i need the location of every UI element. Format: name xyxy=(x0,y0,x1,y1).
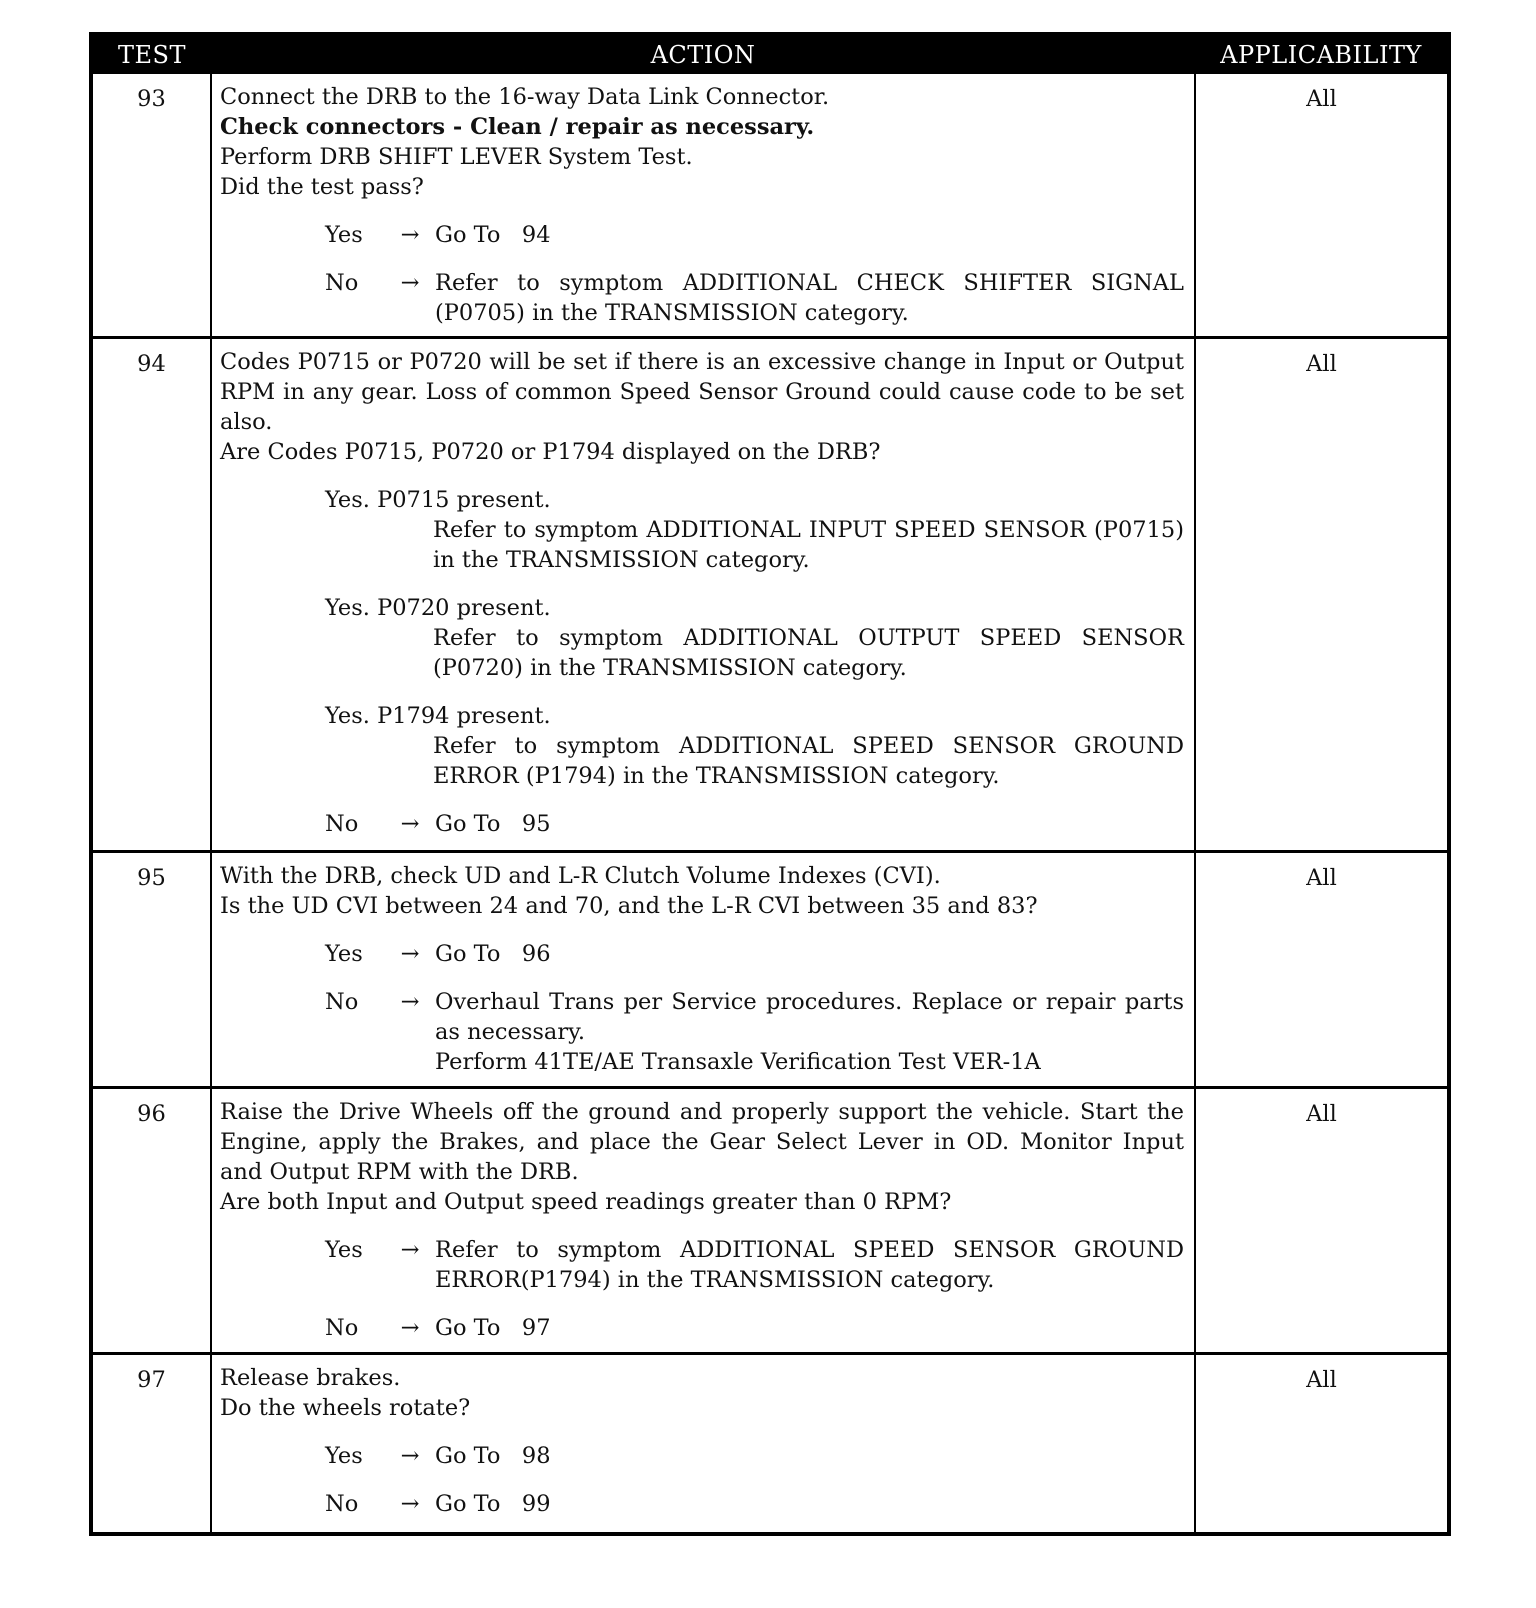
action-line: Are both Input and Output speed readings greater than 0 RPM? xyxy=(220,1189,952,1215)
table-row xyxy=(93,1354,1447,1532)
choice-answer: Yes. P0715 present. xyxy=(325,487,551,513)
arrow-icon: → xyxy=(400,222,420,248)
choice-answer: Yes xyxy=(325,941,363,967)
arrow-icon: → xyxy=(400,989,420,1015)
choice-no xyxy=(325,987,1184,1077)
choice-result: Refer to symptom ADDITIONAL CHECK SHIFTER SIGNAL (P0705) in the TRANSMISSION category. xyxy=(435,270,1184,326)
test-number: 95 xyxy=(93,852,211,1088)
header-applicability: APPLICABILITY xyxy=(1195,36,1447,74)
choice-result: Go To 99 xyxy=(435,1491,551,1517)
choice-result: Overhaul Trans per Service procedures. Replace or repair parts as necessary. xyxy=(435,989,1184,1045)
table-row xyxy=(93,338,1447,852)
action-line: Did the test pass? xyxy=(220,174,424,200)
choice-result-group xyxy=(435,987,1184,1077)
choice-result: Refer to symptom ADDITIONAL SPEED SENSOR GROUND ERROR(P1794) in the TRANSMISSION category. xyxy=(435,1237,1184,1293)
action-line-bold: Check connectors - Clean / repair as necessary. xyxy=(220,114,815,140)
table-row xyxy=(93,852,1447,1088)
table-row xyxy=(93,1088,1447,1354)
applicability-value: All xyxy=(1195,1354,1447,1532)
choice-no xyxy=(325,1489,1184,1519)
choice-result: Refer to symptom ADDITIONAL INPUT SPEED SENSOR (P0715) in the TRANSMISSION category. xyxy=(433,517,1184,573)
choice-result: Refer to symptom ADDITIONAL SPEED SENSOR GROUND ERROR (P1794) in the TRANSMISSION category. xyxy=(433,733,1184,789)
choice-result: Go To 98 xyxy=(435,1443,551,1469)
choice-result: Go To 94 xyxy=(435,222,551,248)
header-test: TEST xyxy=(93,36,211,74)
test-table xyxy=(93,36,1447,1532)
arrow-icon: → xyxy=(400,811,420,837)
action-cell xyxy=(211,1354,1195,1532)
choice-yes xyxy=(325,1441,1184,1471)
arrow-icon: → xyxy=(400,270,420,296)
choice-answer: Yes xyxy=(325,1443,363,1469)
applicability-value: All xyxy=(1195,338,1447,852)
action-line: Raise the Drive Wheels off the ground and properly support the vehicle. Start the Engine, apply the Brakes, and place the Gear Select Lever in OD. Monitor Input and Output RPM with the DRB. xyxy=(220,1099,1184,1185)
action-line: Are Codes P0715, P0720 or P1794 displayed on the DRB? xyxy=(220,439,881,465)
choice-result: Go To 96 xyxy=(435,941,551,967)
choice-yes-p0720 xyxy=(325,593,1184,683)
arrow-icon: → xyxy=(400,1443,420,1469)
choice-yes xyxy=(325,1235,1184,1295)
choice-result: Refer to symptom ADDITIONAL OUTPUT SPEED SENSOR (P0720) in the TRANSMISSION category. xyxy=(433,625,1184,681)
arrow-icon: → xyxy=(400,941,420,967)
action-line: Codes P0715 or P0720 will be set if there is an excessive change in Input or Output RPM in any gear. Loss of common Speed Sensor Ground could cause code to be set also. xyxy=(220,349,1184,435)
action-line: Is the UD CVI between 24 and 70, and the L-R CVI between 35 and 83? xyxy=(220,893,1038,919)
action-cell xyxy=(211,74,1195,338)
choice-yes xyxy=(325,220,1184,250)
applicability-value: All xyxy=(1195,852,1447,1088)
choice-yes-p1794 xyxy=(325,701,1184,791)
choice-answer: Yes. P1794 present. xyxy=(325,703,551,729)
choice-no xyxy=(325,1313,1184,1343)
choice-result: Go To 95 xyxy=(435,811,551,837)
choice-result-verify: Perform 41TE/AE Transaxle Verification Test VER-1A xyxy=(435,1049,1041,1075)
test-number: 96 xyxy=(93,1088,211,1354)
choice-answer: Yes. P0720 present. xyxy=(325,595,551,621)
action-line: Do the wheels rotate? xyxy=(220,1395,471,1421)
header-action: ACTION xyxy=(211,36,1195,74)
diagnostic-table xyxy=(89,32,1451,1536)
test-number: 94 xyxy=(93,338,211,852)
arrow-icon: → xyxy=(400,1237,420,1263)
action-line: Perform DRB SHIFT LEVER System Test. xyxy=(220,144,693,170)
choice-answer: No xyxy=(325,811,359,837)
header-row xyxy=(93,36,1447,74)
choice-no xyxy=(325,809,1184,839)
test-number: 97 xyxy=(93,1354,211,1532)
choice-answer: Yes xyxy=(325,1237,363,1263)
choice-answer: No xyxy=(325,270,359,296)
action-line: Release brakes. xyxy=(220,1365,401,1391)
action-line: With the DRB, check UD and L-R Clutch Volume Indexes (CVI). xyxy=(220,863,941,889)
choice-answer: No xyxy=(325,989,359,1015)
choice-answer: Yes xyxy=(325,222,363,248)
arrow-icon: → xyxy=(400,1315,420,1341)
choice-result: Go To 97 xyxy=(435,1315,551,1341)
test-number: 93 xyxy=(93,74,211,338)
action-cell xyxy=(211,338,1195,852)
arrow-icon: → xyxy=(400,1491,420,1517)
choice-answer: No xyxy=(325,1491,359,1517)
choice-no xyxy=(325,268,1184,328)
applicability-value: All xyxy=(1195,1088,1447,1354)
action-cell xyxy=(211,1088,1195,1354)
choice-yes-p0715 xyxy=(325,485,1184,575)
choice-answer: No xyxy=(325,1315,359,1341)
action-line: Connect the DRB to the 16-way Data Link Connector. xyxy=(220,84,830,110)
table-row xyxy=(93,74,1447,338)
applicability-value: All xyxy=(1306,86,1337,112)
action-cell xyxy=(211,852,1195,1088)
choice-yes xyxy=(325,939,1184,969)
